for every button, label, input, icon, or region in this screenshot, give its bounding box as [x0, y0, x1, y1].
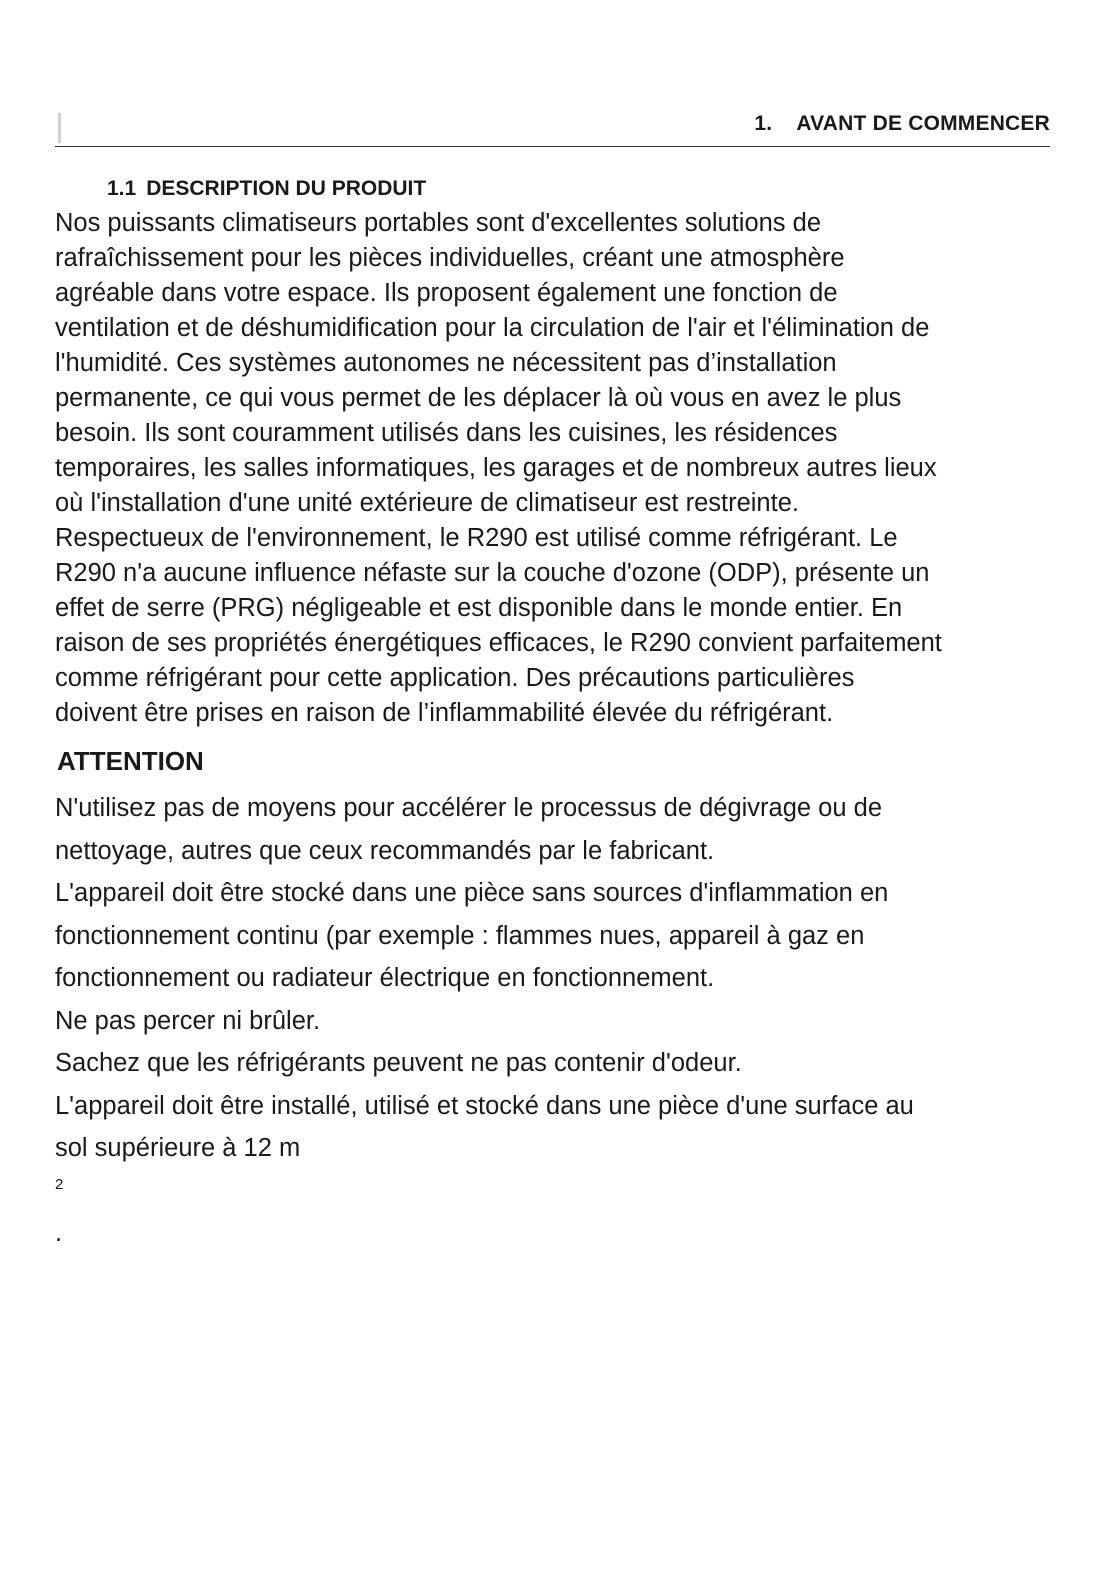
surface-text: sol supérieure à 12 m: [55, 1134, 301, 1162]
description-line: R290 n'a aucune influence néfaste sur la couche d'ozone (ODP), présente un: [55, 559, 930, 587]
description-line: ventilation et de déshumidification pour la circulation de l'air et l'élimination de: [55, 314, 930, 342]
description-line: Nos puissants climatiseurs portables sont d'excellentes solutions de: [55, 209, 822, 237]
description-line: temporaires, les salles informatiques, les garages et de nombreux autres lieux: [55, 454, 937, 482]
description-line: permanente, ce qui vous permet de les déplacer là où vous en avez le plus: [55, 384, 902, 412]
warning-line: nettoyage, autres que ceux recommandés par le fabricant.: [55, 836, 715, 865]
warning-line: L'appareil doit être stocké dans une pièce sans sources d'inflammation en: [55, 879, 889, 907]
warning-line: fonctionnement continu (par exemple : flammes nues, appareil à gaz en: [55, 921, 865, 950]
description-line: besoin. Ils sont couramment utilisés dans les cuisines, les résidences: [55, 419, 838, 447]
warning-line-last: [55, 1127, 1050, 1255]
document-page: [55, 0, 1050, 1588]
description-line: effet de serre (PRG) négligeable et est disponible dans le monde entier. En: [55, 594, 903, 622]
warning-line: Ne pas percer ni brûler.: [55, 1006, 321, 1035]
chapter-title-text: AVANT DE COMMENCER: [796, 112, 1050, 135]
description-line: Respectueux de l'environnement, le R290 est utilisé comme réfrigérant. Le: [55, 524, 898, 552]
surface-superscript: 2: [55, 1175, 64, 1193]
surface-end: .: [55, 1219, 63, 1247]
section-number: 1.1: [107, 177, 137, 200]
section-heading: [107, 177, 426, 201]
section-heading-text: DESCRIPTION DU PRODUIT: [146, 177, 427, 200]
description-line: où l'installation d'une unité extérieure de climatiseur est restreinte.: [55, 489, 799, 517]
chapter-number: 1.: [754, 112, 773, 135]
warning-line: Sachez que les réfrigérants peuvent ne pas contenir d'odeur.: [55, 1049, 742, 1077]
description-line: raison de ses propriétés énergétiques efficaces, le R290 convient parfaitement: [55, 629, 942, 657]
attention-heading: ATTENTION: [57, 746, 204, 776]
description-line: rafraîchissement pour les pièces individuelles, créant une atmosphère: [55, 244, 845, 272]
attention-warnings: [55, 787, 1050, 1255]
chapter-title: [754, 112, 1050, 136]
product-description: [55, 206, 1050, 731]
warning-line: fonctionnement ou radiateur électrique en fonctionnement.: [55, 964, 715, 992]
description-line: doivent être prises en raison de l’inflammabilité élevée du réfrigérant.: [55, 699, 834, 727]
description-line: comme réfrigérant pour cette application. Des précautions particulières: [55, 664, 855, 692]
warning-line: N'utilisez pas de moyens pour accélérer le processus de dégivrage ou de: [55, 794, 882, 822]
description-line: l'humidité. Ces systèmes autonomes ne nécessitent pas d’installation: [55, 349, 837, 377]
page-header: [55, 110, 1050, 147]
description-line: agréable dans votre espace. Ils proposent également une fonction de: [55, 279, 838, 307]
warning-line: L'appareil doit être installé, utilisé et stocké dans une pièce d'une surface au: [55, 1091, 914, 1120]
